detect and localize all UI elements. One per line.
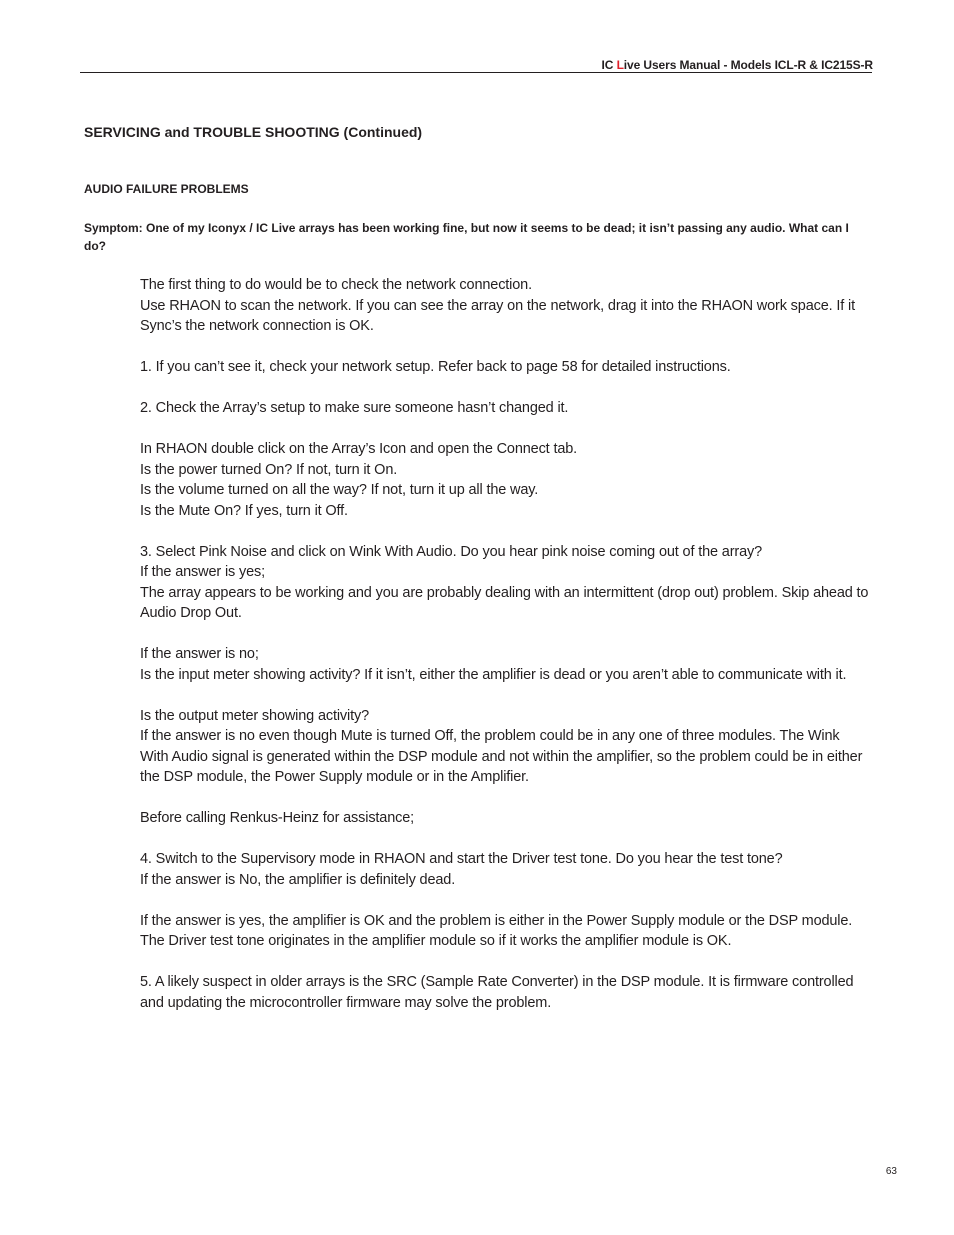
paragraph-line: In RHAON double click on the Array’s Icon and open the Connect tab. [140,441,578,457]
header-title-accent: L [616,58,624,72]
section-title: SERVICING and TROUBLE SHOOTING (Continued) [84,124,423,140]
body-text [140,275,870,1034]
body-paragraph [140,911,870,952]
paragraph-line: The Driver test tone originates in the amplifier module so if it works the amplifier module is OK. [140,933,732,949]
paragraph-line: The array appears to be working and you are probably dealing with an intermittent (drop out) problem. Skip ahead to Audio Drop Out. [140,584,869,621]
paragraph-line: 5. A likely suspect in older arrays is the SRC (Sample Rate Converter) in the DSP module. It is firmware controlled and updating the microcontroller firmware may solve the problem. [140,974,854,1011]
paragraph-line: 4. Switch to the Supervisory mode in RHAON and start the Driver test tone. Do you hear the test tone? [140,851,783,867]
body-paragraph [140,439,870,521]
header-title-post: ive Users Manual - Models ICL-R & IC215S-R [623,58,873,72]
running-header [602,58,873,72]
paragraph-line: Is the Mute On? If yes, turn it Off. [140,502,348,519]
paragraph-line: If the answer is no even though Mute is turned Off, the problem could be in any one of three modules. The Wink With Audio signal is generated within the DSP module and not within the amplifier, so the problem could be in either the DSP module, the Power Supply module or in the Amplifier. [140,728,863,785]
paragraph-line: If the answer is yes, the amplifier is OK and the problem is either in the Power Supply module or the DSP module. [140,912,853,929]
paragraph-line: Is the volume turned on all the way? If not, turn it up all the way. [140,482,539,498]
body-paragraph [140,972,870,1013]
paragraph-line: 2. Check the Array’s setup to make sure someone hasn’t changed it. [140,400,569,416]
paragraph-line: Is the input meter showing activity? If it isn’t, either the amplifier is dead or you aren’t able to communicate with it. [140,666,847,683]
paragraph-line: If the answer is No, the amplifier is definitely dead. [140,871,456,888]
body-paragraph [140,808,870,829]
body-paragraph [140,357,870,378]
page-number: 63 [885,1166,897,1177]
body-paragraph [140,706,870,788]
body-paragraph [140,398,870,419]
subsection-title: AUDIO FAILURE PROBLEMS [84,182,249,196]
header-rule [80,72,872,73]
paragraph-line: Is the power turned On? If not, turn it On. [140,461,398,478]
body-paragraph [140,849,870,890]
paragraph-line: 3. Select Pink Noise and click on Wink With Audio. Do you hear pink noise coming out of the array? [140,543,763,560]
paragraph-line: Use RHAON to scan the network. If you can see the array on the network, drag it into the RHAON work space. If it Sync’s the network connection is OK. [140,297,855,334]
paragraph-line: If the answer is no; [140,646,259,662]
body-paragraph [140,644,870,685]
body-paragraph [140,275,870,337]
header-title-pre: IC [601,58,617,72]
paragraph-line: The first thing to do would be to check the network connection. [140,277,532,293]
paragraph-line: Is the output meter showing activity? [140,707,369,724]
body-paragraph [140,542,870,624]
symptom-text: Symptom: One of my Iconyx / IC Live arrays has been working fine, but now it seems to be dead; it isn’t passing any audio. What can I do? [84,221,849,253]
paragraph-line: 1. If you can’t see it, check your network setup. Refer back to page 58 for detailed instructions. [140,359,731,375]
paragraph-line: Before calling Renkus-Heinz for assistance; [140,810,415,826]
paragraph-line: If the answer is yes; [140,564,265,580]
